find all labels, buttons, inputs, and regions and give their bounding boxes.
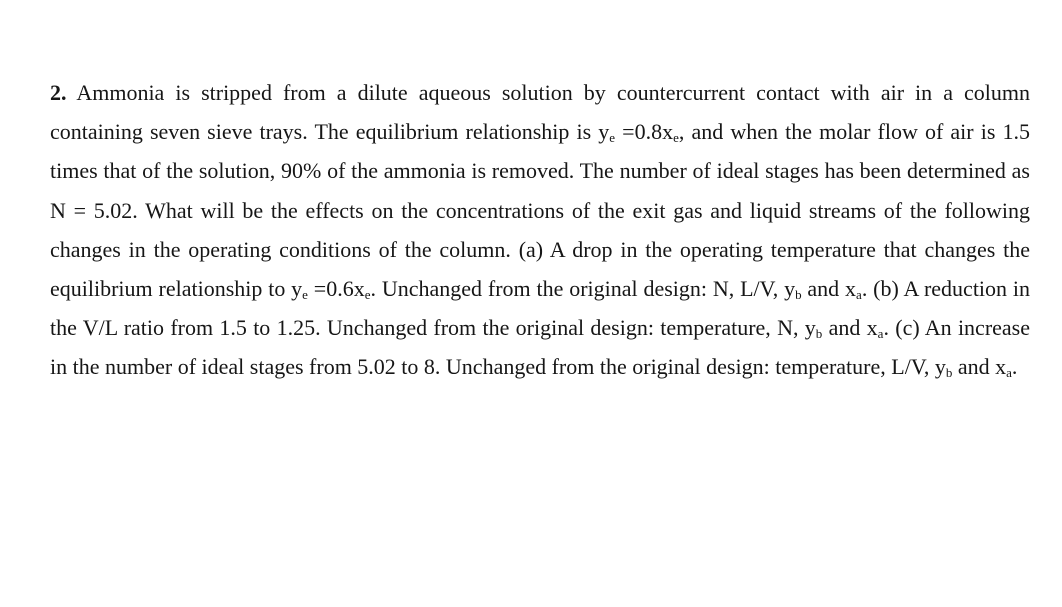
- subscript-b: b: [795, 287, 802, 303]
- eq2-mid: =0.6x: [307, 276, 365, 302]
- subscript-e: e: [302, 287, 308, 303]
- eq1-mid: =0.8x: [615, 119, 674, 145]
- subscript-a: a: [1006, 365, 1012, 381]
- problem-intro: Ammonia is stripped from a dilute aqueous solution by countercurrent contact with air in a column containing seven sieve trays. The equilibrium relationship is: [50, 80, 1030, 145]
- var-y: y: [934, 354, 946, 380]
- var-y: y: [598, 119, 610, 145]
- problem-statement: [50, 73, 1030, 387]
- end-period: .: [1011, 354, 1018, 380]
- var-y: y: [291, 276, 303, 302]
- eq1-after: , and when the molar flow of air is 1.5 times that of the solution, 90% of the ammonia is removed. The number of ideal stages has been determined as N = 5.02. What will be the effects on the concentrations of the exit gas and liquid streams of the following changes in the operating conditions of the column. (a) A drop in the operating temperature that changes the equilibrium relationship to: [50, 119, 1030, 302]
- and-x: and x: [801, 276, 857, 302]
- var-y: y: [784, 276, 796, 302]
- and-x: and x: [952, 354, 1007, 380]
- eq2-after: . Unchanged from the original design: N, L/V,: [370, 276, 785, 302]
- var-y: y: [804, 315, 816, 341]
- part-c-text: . (c) An increase in the number of ideal stages from 5.02 to 8. Unchanged from the original design: temperature, L/V,: [50, 315, 1030, 380]
- subscript-b: b: [945, 365, 953, 381]
- subscript-a: a: [856, 287, 862, 303]
- part-b-text: . (b) A reduction in the V/L ratio from 1.5 to 1.25. Unchanged from the original design: temperature, N,: [50, 276, 1030, 341]
- subscript-e: e: [364, 287, 371, 303]
- subscript-e: e: [673, 130, 679, 146]
- problem-number: 2.: [50, 80, 67, 105]
- and-x: and x: [822, 315, 878, 341]
- subscript-e: e: [609, 130, 616, 146]
- subscript-b: b: [815, 326, 823, 342]
- subscript-a: a: [877, 326, 884, 342]
